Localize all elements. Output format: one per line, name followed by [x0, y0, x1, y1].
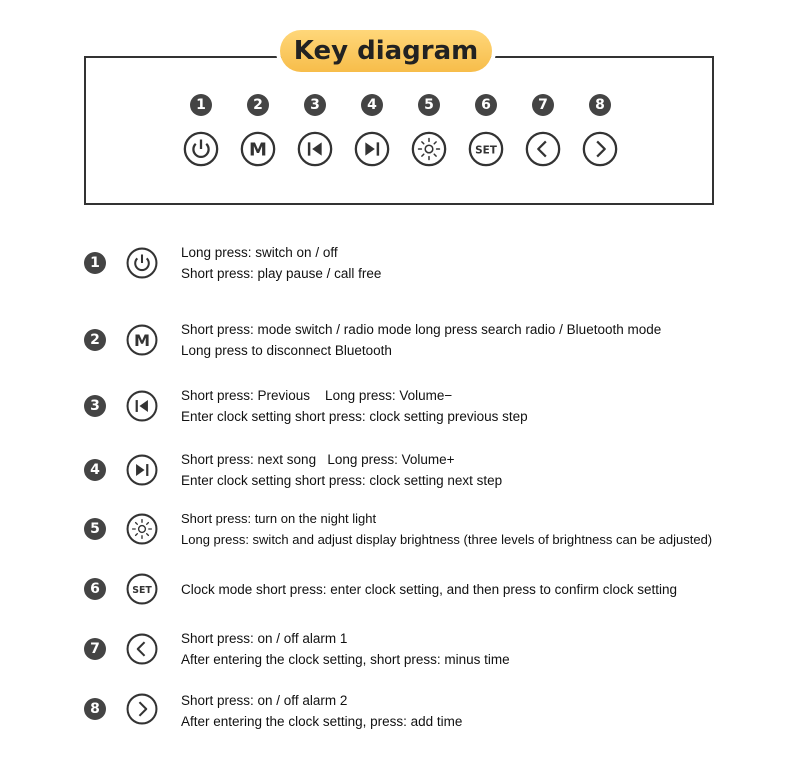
- diagram-number-row: [0, 94, 800, 118]
- legend-line: After entering the clock setting, short press: minus time: [181, 652, 510, 667]
- legend-badge-1: 1: [84, 252, 106, 274]
- legend-description-1: [181, 242, 381, 284]
- diagram-badge-3: 3: [304, 94, 326, 116]
- diagram-badge-5: 5: [418, 94, 440, 116]
- set-icon: [125, 572, 159, 606]
- legend-line: Short press: turn on the night light: [181, 511, 377, 526]
- diagram-icon-row: [0, 130, 800, 170]
- legend-line: Short press: play pause / call free: [181, 266, 382, 281]
- next-icon: [353, 130, 391, 168]
- set-icon: [467, 130, 505, 168]
- diagram-badge-1: 1: [190, 94, 212, 116]
- previous-icon: [125, 389, 159, 423]
- next-icon: [125, 453, 159, 487]
- diagram-badge-2: 2: [247, 94, 269, 116]
- svg-text:SET: SET: [475, 144, 497, 157]
- legend-line: Long press: switch on / off: [181, 245, 338, 260]
- legend-description-7: [181, 628, 510, 670]
- brightness-icon: [410, 130, 448, 168]
- svg-text:M: M: [133, 330, 151, 350]
- diagram-badge-4: 4: [361, 94, 383, 116]
- legend-badge-4: 4: [84, 459, 106, 481]
- chevron-right-icon: [581, 130, 619, 168]
- legend-line: Short press: Previous Long press: Volume−: [181, 388, 453, 403]
- diagram-title: Key diagram: [280, 30, 492, 72]
- legend-description-5: [181, 508, 712, 550]
- legend-badge-6: 6: [84, 578, 106, 600]
- legend-description-3: [181, 385, 528, 427]
- legend-description-6: [181, 579, 677, 600]
- legend-description-4: [181, 449, 502, 491]
- legend-line: Short press: on / off alarm 1: [181, 631, 348, 646]
- legend-badge-2: 2: [84, 329, 106, 351]
- legend-badge-7: 7: [84, 638, 106, 660]
- brightness-icon: [125, 512, 159, 546]
- legend-badge-5: 5: [84, 518, 106, 540]
- legend-line: Enter clock setting short press: clock setting previous step: [181, 409, 528, 424]
- legend-line: Clock mode short press: enter clock setting, and then press to confirm clock setting: [181, 582, 677, 597]
- mode-icon: [239, 130, 277, 168]
- svg-text:M: M: [249, 139, 267, 161]
- mode-icon: [125, 323, 159, 357]
- legend-line: Long press: switch and adjust display brightness (three levels of brightness can be adjusted): [181, 532, 713, 547]
- diagram-badge-8: 8: [589, 94, 611, 116]
- legend-line: After entering the clock setting, press: add time: [181, 714, 463, 729]
- diagram-badge-6: 6: [475, 94, 497, 116]
- chevron-left-icon: [524, 130, 562, 168]
- chevron-right-icon: [125, 692, 159, 726]
- power-icon: [125, 246, 159, 280]
- legend-badge-3: 3: [84, 395, 106, 417]
- svg-text:SET: SET: [132, 584, 152, 596]
- legend-line: Long press to disconnect Bluetooth: [181, 343, 392, 358]
- legend-description-2: [181, 319, 661, 361]
- previous-icon: [296, 130, 334, 168]
- legend-line: Short press: on / off alarm 2: [181, 693, 348, 708]
- legend-description-8: [181, 690, 462, 732]
- chevron-left-icon: [125, 632, 159, 666]
- power-icon: [182, 130, 220, 168]
- legend-badge-8: 8: [84, 698, 106, 720]
- legend-line: Short press: next song Long press: Volume+: [181, 452, 455, 467]
- legend-line: Enter clock setting short press: clock setting next step: [181, 473, 503, 488]
- legend-line: Short press: mode switch / radio mode long press search radio / Bluetooth mode: [181, 322, 662, 337]
- diagram-badge-7: 7: [532, 94, 554, 116]
